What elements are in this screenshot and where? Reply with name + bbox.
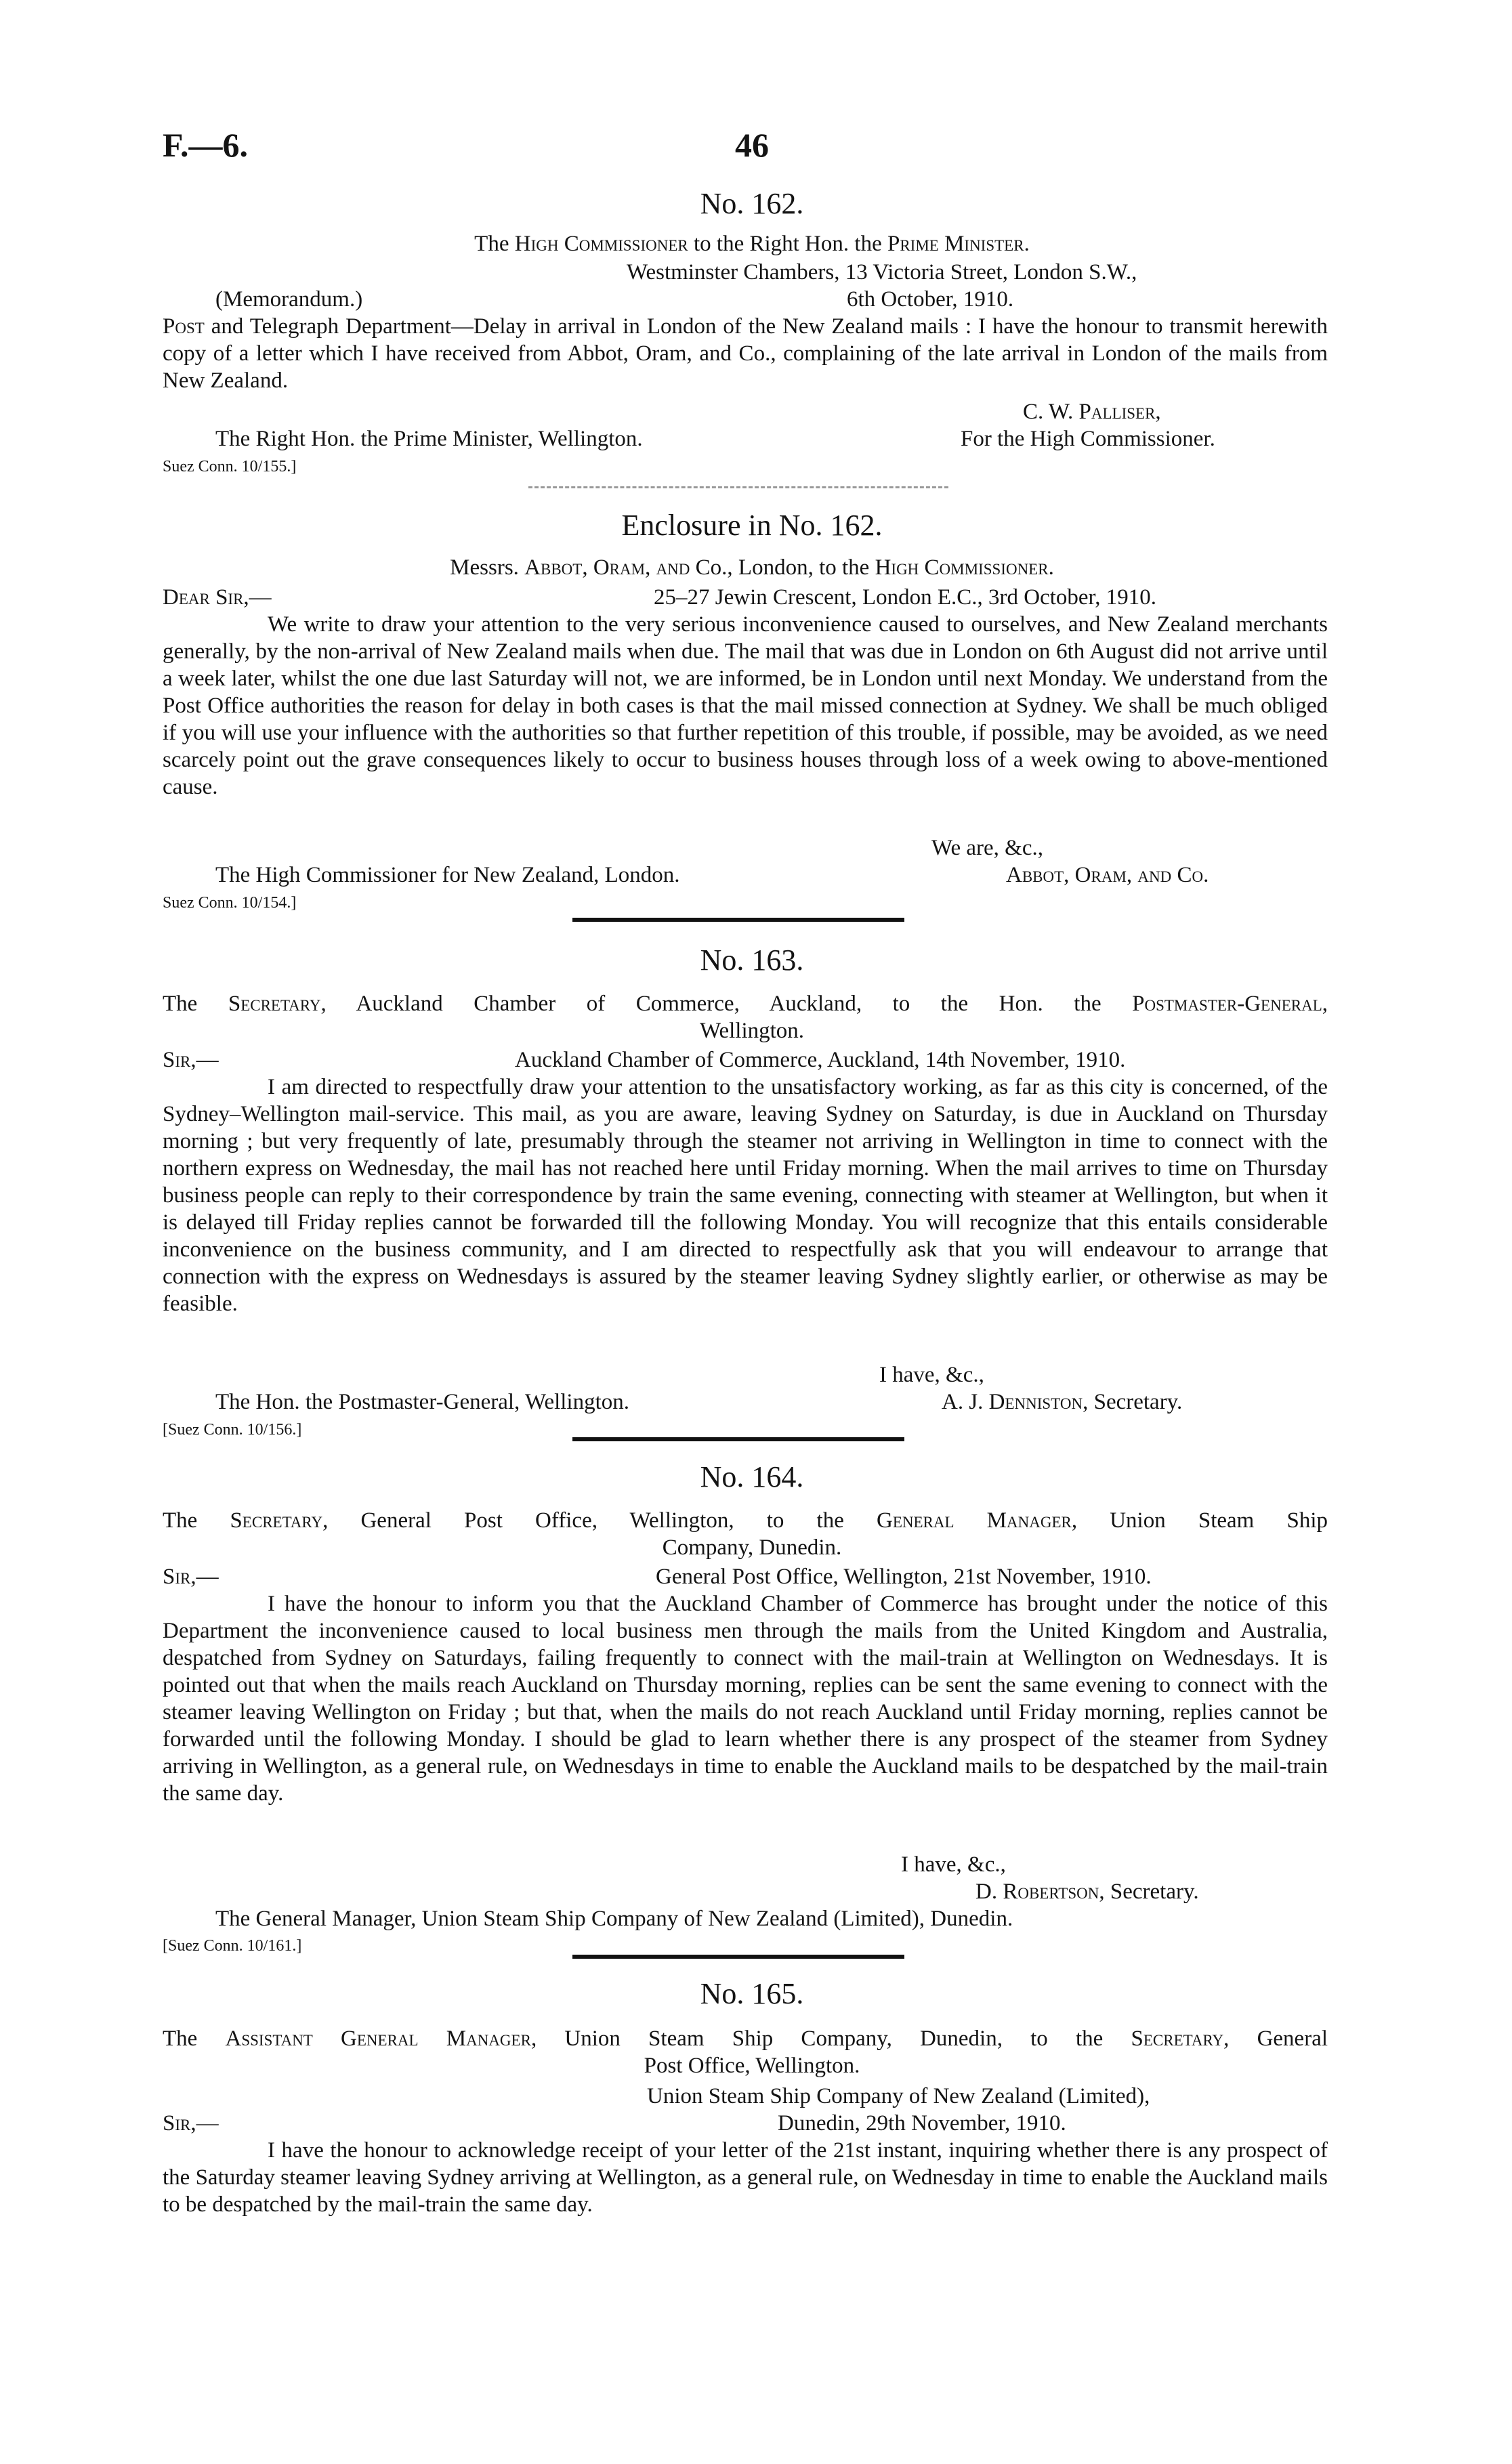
sender-address: 25–27 Jewin Crescent, London E.C., 3rd October, 1910. xyxy=(654,585,1156,610)
reference-number: [Suez Conn. 10/161.] xyxy=(163,1937,302,1955)
sender-address: General Post Office, Wellington, 21st November, 1910. xyxy=(656,1565,1152,1589)
addressee: The General Manager, Union Steam Ship Company of New Zealand (Limited), Dunedin. xyxy=(215,1907,1013,1931)
addressee: The High Commissioner for New Zealand, London. xyxy=(215,863,680,887)
series-code: F.—6. xyxy=(163,126,248,164)
salutation: Sir,— xyxy=(163,1565,219,1589)
section-parties-cont: Company, Dunedin. xyxy=(662,1535,842,1560)
section-parties: The High Commissioner to the Right Hon. the Prime Minister. xyxy=(474,232,1030,256)
reference-number: Suez Conn. 10/155.] xyxy=(163,458,297,475)
section-parties: The Secretary, Auckland Chamber of Commerce, Auckland, to the Hon. the Postmaster-General, xyxy=(163,992,1328,1016)
section-parties-cont: Wellington. xyxy=(699,1019,805,1043)
memorandum-label: (Memorandum.) xyxy=(215,287,363,312)
letter-body: Post and Telegraph Department—Delay in arrival in London of the New Zealand mails : I have the honour to transmit herewith copy of a letter which I have received from Abbot, Oram, and Co., complaining of the late arrival in London of the mails from New Zealand. xyxy=(163,314,1328,393)
section-heading: No. 163. xyxy=(700,943,804,977)
salutation: Sir,— xyxy=(163,2111,219,2136)
section-divider xyxy=(572,1955,904,1959)
section-parties: The Secretary, General Post Office, Wellington, to the General Manager, Union Steam Ship xyxy=(163,1508,1328,1533)
closing: I have, &c., xyxy=(901,1852,1006,1877)
letter-date: Dunedin, 29th November, 1910. xyxy=(778,2111,1066,2136)
letter-body: I have the honour to inform you that the Auckland Chamber of Commerce has brought under the notice of this Department the inconvenience caused to local business men through the mails from the United Kingdom and Australia, despatched from Sydney on Saturdays, failing frequently to connect with the mail-train at Wellington on Wednesdays. It is pointed out that when the mails reach Auckland on Thursday morning, replies can be sent the same evening to connect with the steamer leaving Wellington on Friday ; but that, when the mails do not reach Auckland until Friday morning, replies cannot be forwarded until the following Monday. I should be glad to learn whether there is any prospect of the steamer from Sydney arriving in Wellington, as a general rule, on Wednesdays in time to enable the Auckland mails to be despatched by the mail-train the same day. xyxy=(163,1592,1328,1806)
section-divider xyxy=(572,918,904,922)
section-parties: The Assistant General Manager, Union Steam Ship Company, Dunedin, to the Secretary, General xyxy=(163,2026,1328,2051)
reference-number: Suez Conn. 10/154.] xyxy=(163,894,297,912)
section-parties: Messrs. Abbot, Oram, and Co., London, to the High Commissioner. xyxy=(450,555,1054,580)
letter-body: I am directed to respectfully draw your attention to the unsatisfactory working, as far as this city is concerned, of the Sydney–Wellington mail-service. This mail, as you are aware, leaving Sydney on Saturday, is due in Auckland on Thursday morning ; but very frequently of late, presumably through the steamer not arriving in Wellington in time to connect with the northern express on Wednesday, the mail has not reached here until Friday morning. When the mail arrives to time on Thursday business people can reply to their correspondence by train the same evening, connecting with steamer at Wellington, but when it is delayed till Friday replies cannot be forwarded till the following Monday. You will recognize that this entails considerable inconvenience on the business community, and I am directed to respectfully ask that you will endeavour to arrange that connection with the express on Wednesdays is assured by the steamer leaving Sydney slightly earlier, or otherwise as may be feasible. xyxy=(163,1075,1328,1316)
letter-body: I have the honour to acknowledge receipt of your letter of the 21st instant, inquiring whether there is any prospect of the Saturday steamer leaving Sydney arriving at Wellington, as a general rule, on Wednesday in time to enable the Auckland mails to be despatched by the mail-train the same day. xyxy=(163,2138,1328,2217)
section-heading: No. 164. xyxy=(700,1460,804,1493)
letter-date: 6th October, 1910. xyxy=(847,287,1014,312)
section-parties-cont: Post Office, Wellington. xyxy=(644,2054,860,2078)
section-divider xyxy=(528,486,948,488)
section-heading: Enclosure in No. 162. xyxy=(621,509,883,542)
closing: I have, &c., xyxy=(879,1363,984,1387)
section-heading: No. 165. xyxy=(700,1977,804,2010)
section-divider xyxy=(572,1437,904,1441)
reference-number: [Suez Conn. 10/156.] xyxy=(163,1421,302,1439)
sender-address: Westminster Chambers, 13 Victoria Street, London S.W., xyxy=(627,260,1137,284)
page-number: 46 xyxy=(735,126,769,164)
section-heading: No. 162. xyxy=(700,187,804,220)
salutation: Dear Sir,— xyxy=(163,585,272,610)
addressee: The Hon. the Postmaster-General, Wellington. xyxy=(215,1390,630,1414)
signature: D. Robertson, Secretary. xyxy=(975,1879,1199,1904)
signature-title: For the High Commissioner. xyxy=(961,427,1215,451)
sender-address: Union Steam Ship Company of New Zealand (Limited), xyxy=(647,2084,1150,2108)
signature: A. J. Denniston, Secretary. xyxy=(942,1390,1183,1414)
letter-body: We write to draw your attention to the very serious inconvenience caused to ourselves, and New Zealand merchants generally, by the non-arrival of New Zealand mails when due. The mail that was due in London on 6th August did not arrive until a week later, whilst the one due last Saturday will not, we are informed, be in London until next Monday. We understand from the Post Office authorities the reason for delay in both cases is that the mail missed connection at Sydney. We shall be much obliged if you will use your influence with the authorities so that further repetition of this trouble, if possible, may be avoided, as we need scarcely point out the grave consequences likely to occur to business houses through loss of a week owing to above-mentioned cause. xyxy=(163,612,1328,799)
addressee: The Right Hon. the Prime Minister, Wellington. xyxy=(215,427,643,451)
sender-address: Auckland Chamber of Commerce, Auckland, 14th November, 1910. xyxy=(515,1048,1126,1072)
signature-name: Abbot, Oram, and Co. xyxy=(1006,863,1209,887)
closing: We are, &c., xyxy=(931,836,1043,860)
signature-name: C. W. Palliser, xyxy=(1023,400,1161,424)
salutation: Sir,— xyxy=(163,1048,219,1072)
